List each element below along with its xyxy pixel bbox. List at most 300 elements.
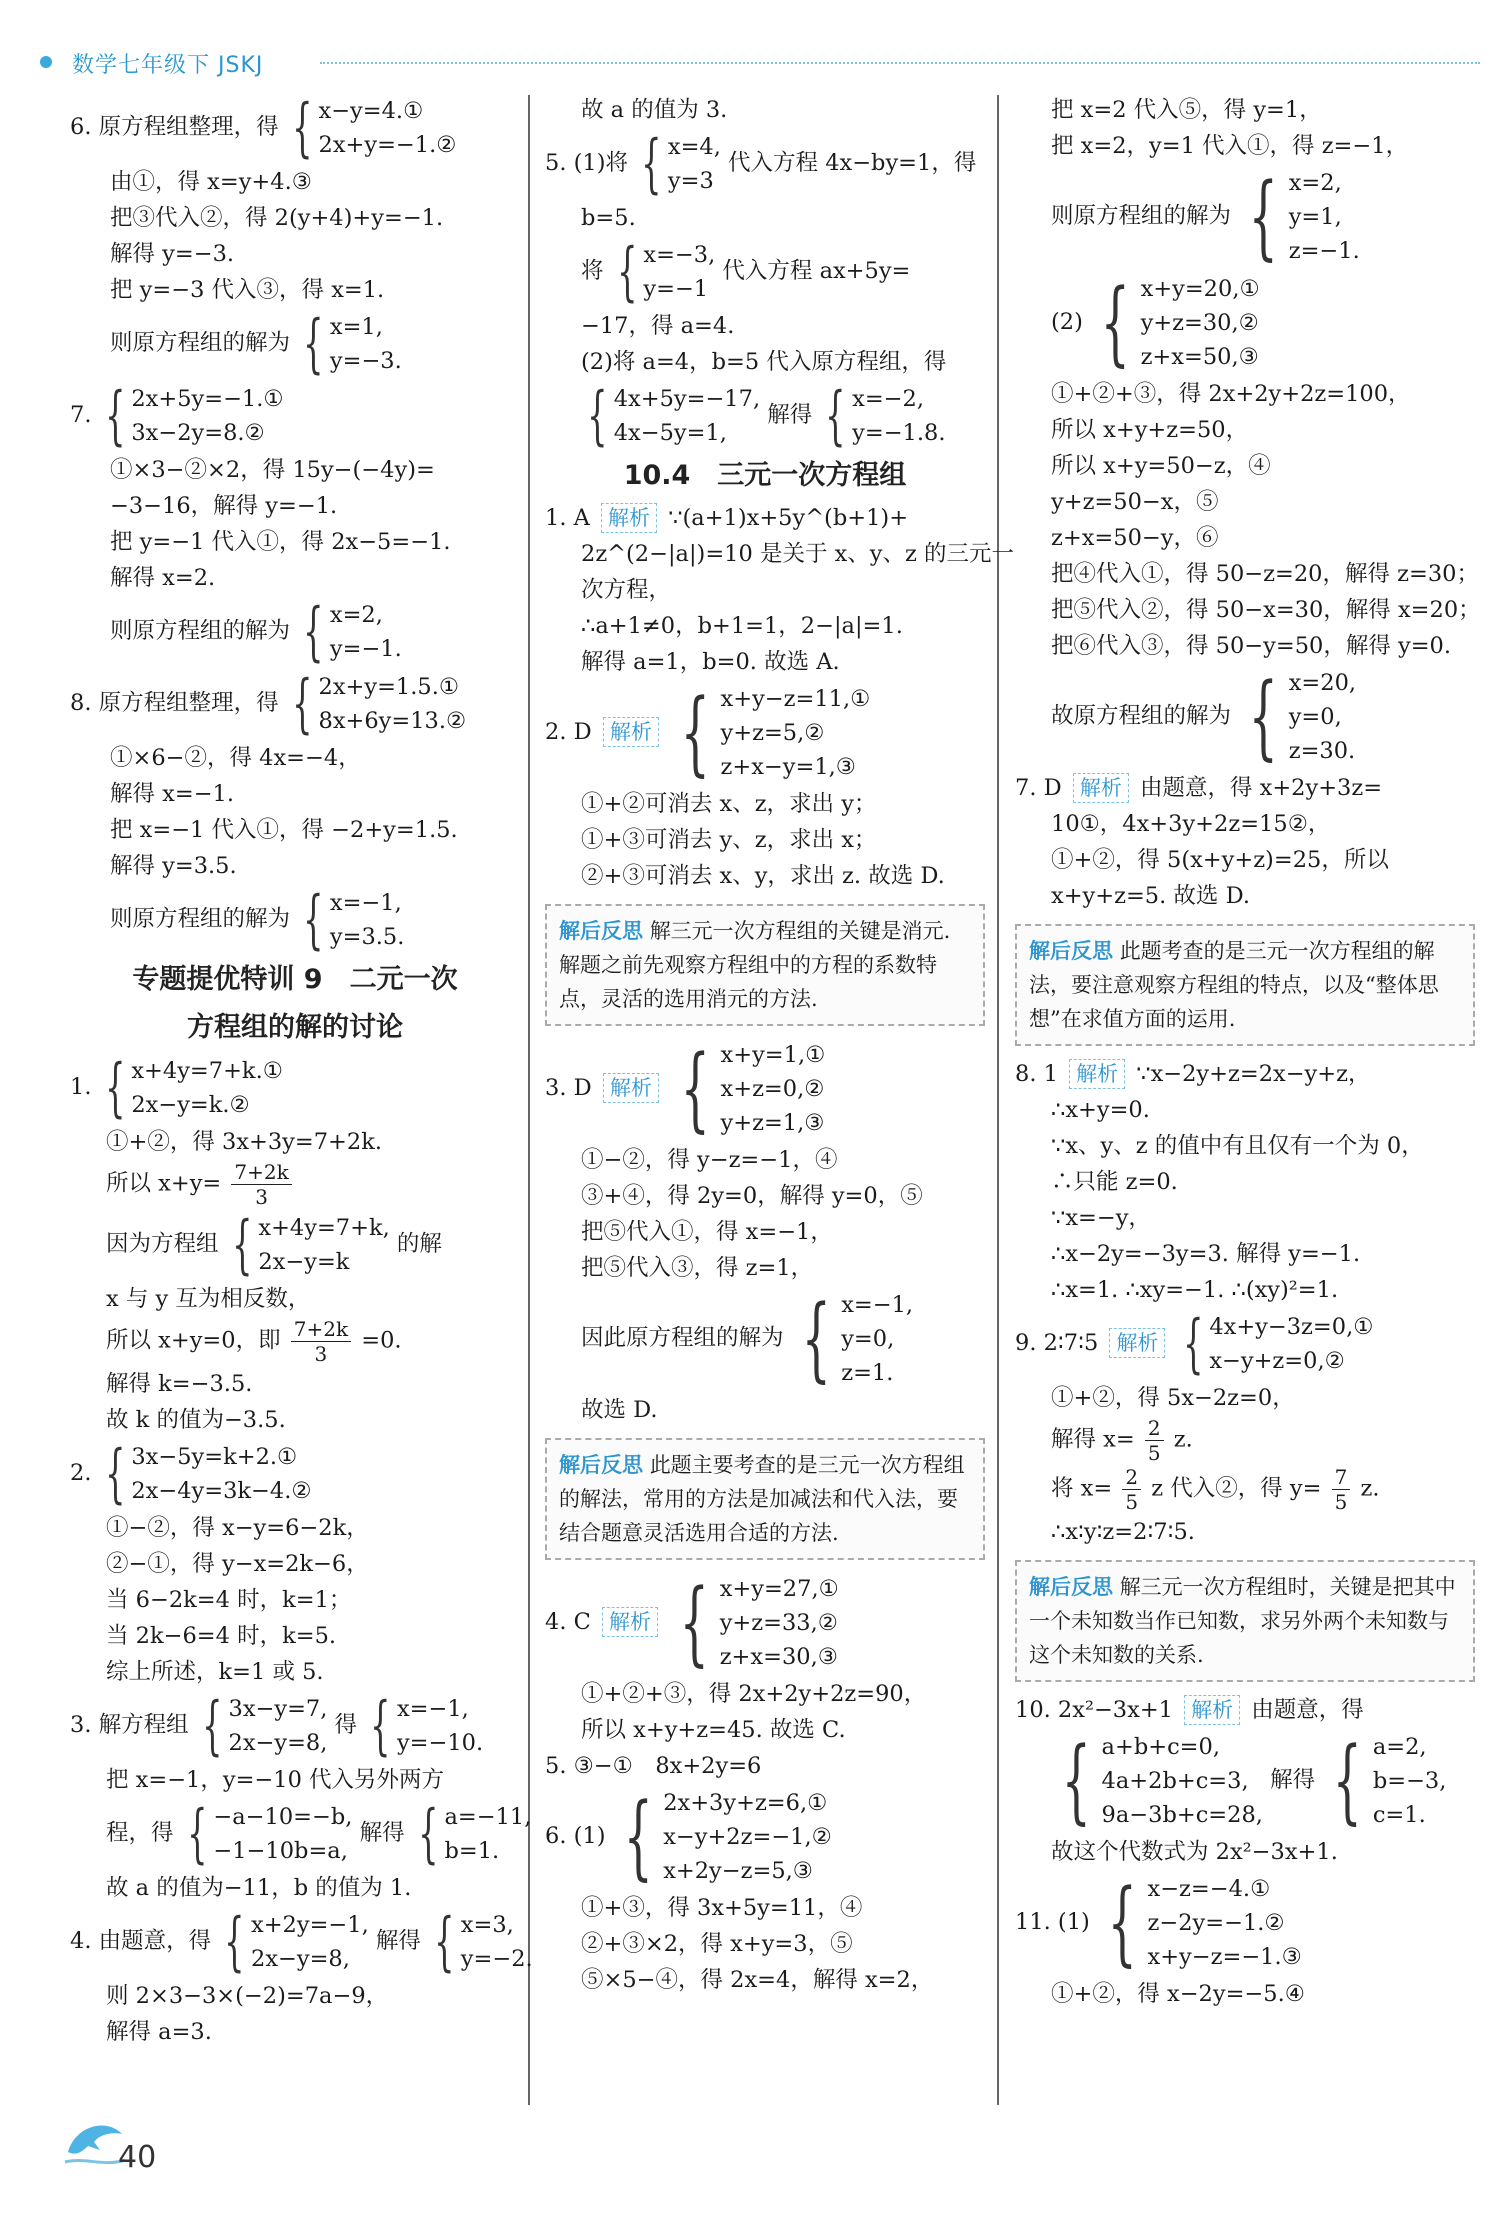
- text: 则原方程组的解为: [110, 906, 291, 932]
- reflection-box: [1015, 1560, 1475, 1682]
- text: 因为方程组: [106, 1231, 219, 1257]
- reflection-box: [1015, 924, 1475, 1046]
- solution-line: [1015, 664, 1475, 770]
- text-line: 把 x=2，y=1 代入①，得 z=−1，: [1051, 133, 1409, 159]
- equation: z=1.: [841, 1360, 894, 1386]
- equation-system: { 2x+y=1.5.① 8x+6y=13.②: [291, 667, 467, 741]
- text-line: 当 6−2k=4 时，k=1；: [106, 1587, 352, 1613]
- text: 8. 原方程组整理，得: [70, 690, 279, 716]
- problem-6: [70, 92, 520, 164]
- text-line: ①+②，得 3x+3y=7+2k.: [106, 1129, 383, 1155]
- text-line: 把 y=−3 代入③，得 x=1.: [110, 277, 385, 303]
- exercise-7: [1015, 770, 1475, 806]
- text-line: [1015, 1416, 1475, 1465]
- reflection-text: 此题主要考查的是三元一次方程组的解法，常用的方法是加减法和代入法，要结合题意灵活选用合适的方法.: [559, 1453, 965, 1545]
- text: 8. 1: [1015, 1061, 1058, 1087]
- text-line: ∵x=−y，: [1051, 1205, 1151, 1231]
- text: 代入方程 4x−by=1，得: [728, 150, 977, 176]
- section-heading: 10.4 三元一次方程组: [623, 460, 907, 491]
- equation: b=1.: [444, 1838, 500, 1864]
- equation: a+b+c=0,: [1101, 1734, 1220, 1760]
- exercise-11: [1015, 1870, 1475, 1976]
- equation: x=4,: [667, 134, 721, 160]
- equation: x=3,: [460, 1912, 514, 1938]
- text-line: 把 x=−1，y=−10 代入另外两方: [106, 1767, 445, 1793]
- equation: c=1.: [1372, 1802, 1426, 1828]
- text: 解得: [359, 1820, 405, 1846]
- equation-system: { 4x+y−3z=0,① x−y+z=0,②: [1182, 1307, 1374, 1381]
- text-line: 所以 x+y+z=50，: [1051, 417, 1249, 443]
- text: 6. (1): [545, 1823, 606, 1849]
- equation: y=1,: [1288, 204, 1342, 230]
- equation: y=−1.: [329, 636, 402, 662]
- reflection-tag: 解后反思: [1029, 939, 1113, 963]
- text-line: 把 y=−1 代入①，得 2x−5=−1.: [110, 529, 451, 555]
- text-line: 故 a 的值为−11，b 的值为 1.: [106, 1875, 412, 1901]
- text: z.: [1360, 1475, 1380, 1502]
- equation: x=2,: [1288, 170, 1342, 196]
- equation: 9a−3b+c=28,: [1101, 1802, 1263, 1828]
- equation: y=0,: [1288, 704, 1342, 730]
- text: z 代入②，得 y=: [1151, 1475, 1322, 1502]
- exercise-5: 5. ③−① 8x+2y=6: [545, 1753, 762, 1779]
- solution-system: { x=3, y=−2.: [434, 1905, 533, 1979]
- header-bullet-icon: [40, 56, 52, 68]
- text: 所以 x+y=0，即: [106, 1327, 281, 1354]
- text-line: 解得 x=−1.: [110, 781, 235, 807]
- equation-system: { x+y=20,① y+z=30,② z+x=50,③: [1100, 269, 1260, 376]
- text-line: 解得 y=−3.: [110, 241, 235, 267]
- equation: x−y+2z=−1,②: [663, 1824, 832, 1850]
- text-line: 2z^(2−|a|)=10 是关于 x、y、z 的三元一: [581, 541, 1015, 567]
- text-line: ①×6−②，得 4x=−4，: [110, 745, 361, 771]
- text-line: 10①，4x+3y+2z=15②，: [1051, 811, 1331, 837]
- equation: x+z=0,②: [720, 1076, 825, 1102]
- equation: x=−3,: [643, 242, 716, 268]
- denominator: 3: [255, 1185, 268, 1209]
- equation: x+2y−z=5,③: [663, 1858, 813, 1884]
- solution-line: [70, 596, 520, 668]
- fraction: [231, 1160, 291, 1209]
- text-line: 故选 D.: [581, 1397, 658, 1423]
- text-line: [70, 1209, 520, 1281]
- equation: 2x+y=1.5.①: [318, 674, 460, 700]
- section-heading: 专题提优特训 9 二元一次: [132, 964, 458, 995]
- text-line: ②−①，得 y−x=2k−6，: [106, 1551, 369, 1577]
- denominator: 5: [1334, 1490, 1348, 1514]
- reflection-box: [545, 904, 985, 1026]
- analysis-tag: 解析: [1109, 1328, 1165, 1358]
- text-line: [1015, 1465, 1475, 1514]
- text: 9. 2∶7∶5: [1015, 1330, 1099, 1356]
- equation: z+x=30,③: [719, 1644, 838, 1670]
- text-line: [1015, 1728, 1475, 1834]
- text-line: ∴a+1≠0，b+1=1，2−|a|=1.: [581, 613, 903, 639]
- equation: −1−10b=a,: [213, 1838, 348, 1864]
- exercise-2: [545, 680, 985, 786]
- text: 4. C: [545, 1609, 591, 1635]
- text-line: −3−16，解得 y=−1.: [110, 493, 338, 519]
- text: 代入方程 ax+5y=: [722, 258, 911, 284]
- equation: y=3.5.: [329, 924, 405, 950]
- text-line: 故 k 的值为−3.5.: [106, 1407, 286, 1433]
- equation-system: { −a−10=−b, −1−10b=a,: [186, 1797, 353, 1871]
- reflection-text: 解三元一次方程组时，关键是把其中一个未知数当作已知数，求另外两个未知数与这个未知数的关系.: [1029, 1575, 1456, 1667]
- text-line: ②+③×2，得 x+y=3，⑤: [581, 1931, 853, 1957]
- denominator: 5: [1147, 1441, 1161, 1465]
- equation: 3x−5y=k+2.①: [131, 1444, 298, 1470]
- equation-system: { 4x+5y=−17, 4x−5y=1,: [587, 379, 761, 453]
- problem-7: [70, 380, 520, 452]
- text: 所以 x+y=: [106, 1170, 222, 1197]
- text-line: ①−②，得 x−y=6−2k，: [106, 1515, 369, 1541]
- text: 3. 解方程组: [70, 1712, 189, 1738]
- equation: y=−1: [643, 276, 709, 302]
- text-line: 把 x=−1 代入①，得 −2+y=1.5.: [110, 817, 458, 843]
- question-2: [70, 1438, 520, 1510]
- equation: a=−11,: [444, 1804, 532, 1830]
- reflection-text: 解三元一次方程组的关键是消元. 解题之前先观察方程组中的方程的系数特点，灵活的选用消元的方法.: [559, 919, 951, 1011]
- equation: x+4y=7+k.①: [131, 1058, 283, 1084]
- equation-system: { 3x−y=7, 2x−y=8,: [201, 1689, 328, 1763]
- equation: y+z=30,②: [1140, 310, 1259, 336]
- exercise-1: [545, 500, 985, 536]
- equation: 2x+3y+z=6,①: [663, 1790, 828, 1816]
- equation: y+z=5,②: [720, 720, 825, 746]
- text: =0.: [361, 1327, 402, 1354]
- text: 10. 2x²−3x+1: [1015, 1697, 1173, 1723]
- equation: x=−1,: [396, 1696, 469, 1722]
- text-line: −17，得 a=4.: [581, 313, 735, 339]
- equation: −a−10=−b,: [213, 1804, 353, 1830]
- text-line: ∴x+y=0.: [1051, 1097, 1150, 1123]
- numerator: 7+2k: [291, 1317, 351, 1342]
- text-line: 则 2×3−3×(−2)=7a−9，: [106, 1983, 389, 2009]
- reflection-text: 此题考查的是三元一次方程组的解法，要注意观察方程组的特点，以及“整体思想”在求值方面的运用.: [1029, 939, 1439, 1031]
- text: 解得: [767, 402, 813, 428]
- text: 4. 由题意，得: [70, 1928, 212, 1954]
- numerator: 2: [1122, 1465, 1141, 1490]
- column-1: [70, 91, 533, 2050]
- text-line: 解得 x=2.: [110, 565, 216, 591]
- equation-system: { x=−3, y=−1: [616, 235, 716, 309]
- text: 因此原方程组的解为: [581, 1325, 784, 1351]
- question-4: [70, 1905, 533, 1979]
- text: 1.: [70, 1074, 92, 1100]
- equation: x=−2,: [852, 386, 925, 412]
- exercise-3: [545, 1036, 985, 1142]
- equation: y+z=33,②: [719, 1610, 838, 1636]
- text: 解得: [1270, 1767, 1316, 1793]
- equation: b=−3,: [1372, 1768, 1447, 1794]
- text-line: 把⑤代入①，得 x=−1，: [581, 1219, 833, 1245]
- text: 由题意，得: [1251, 1697, 1364, 1723]
- text-line: 把④代入①，得 50−z=20，解得 z=30；: [1051, 561, 1479, 587]
- text-line: ⑤×5−④，得 2x=4，解得 x=2，: [581, 1967, 934, 1993]
- text-line: [70, 1160, 520, 1209]
- text-line: 所以 x+y=50−z，④: [1051, 453, 1271, 479]
- equation: x=−1,: [841, 1292, 914, 1318]
- text: 得: [334, 1712, 358, 1738]
- text-line: ③+④，得 2y=0，解得 y=0，⑤: [581, 1183, 923, 1209]
- problem-8: [70, 668, 520, 740]
- text: 的解: [396, 1231, 442, 1257]
- equation-system: { x=4, y=3: [641, 127, 721, 201]
- equation: x+y=27,①: [719, 1576, 839, 1602]
- equation: z=−1.: [1288, 238, 1360, 264]
- equation: x=−1,: [329, 890, 402, 916]
- text: 6. 原方程组整理，得: [70, 114, 279, 140]
- equation: 2x−y=k: [258, 1249, 350, 1275]
- solution-line: [545, 1286, 985, 1392]
- text-line: ①+②，得 x−2y=−5.④: [1051, 1981, 1305, 2007]
- text-line: ②+③可消去 x、y，求出 z. 故选 D.: [581, 863, 945, 889]
- text-line: ∴x∶y∶z=2∶7∶5.: [1051, 1519, 1195, 1545]
- equation: x+y−z=−1.③: [1147, 1944, 1302, 1970]
- fraction: [1145, 1416, 1164, 1465]
- numerator: 2: [1145, 1416, 1164, 1441]
- equation-system: { 2x+5y=−1.① 3x−2y=8.②: [104, 379, 284, 453]
- text-line: 当 2k−6=4 时，k=5.: [106, 1623, 337, 1649]
- solution-system: { x=−1, y=3.5.: [303, 883, 405, 957]
- exercise-4: [545, 1570, 985, 1676]
- text-line: 把⑤代入②，得 50−x=30，解得 x=20；: [1051, 597, 1481, 623]
- denominator: 5: [1125, 1490, 1139, 1514]
- text: 程，得: [106, 1820, 174, 1846]
- text-line: 所以 x+y+z=45. 故选 C.: [581, 1717, 846, 1743]
- solution-system: { x=2, y=−1.: [303, 595, 402, 669]
- text: 由题意，得 x+2y+3z=: [1139, 775, 1383, 801]
- text: 将: [581, 258, 604, 284]
- text-line: 把 x=2 代入⑤，得 y=1，: [1051, 97, 1322, 123]
- solution-line: [70, 884, 520, 956]
- equation: 2x−4y=3k−4.②: [131, 1478, 312, 1504]
- equation: x−z=−4.①: [1147, 1876, 1271, 1902]
- text: 则原方程组的解为: [110, 330, 291, 356]
- text: 解得 x=: [1051, 1426, 1135, 1453]
- reflection-box: [545, 1438, 985, 1560]
- text: 解得: [375, 1928, 421, 1954]
- solution-system: { x=20, y=0, z=30.: [1248, 663, 1357, 770]
- equation: 2x+5y=−1.①: [131, 386, 284, 412]
- equation-system: { x+y−z=11,① y+z=5,② z+x−y=1,③: [680, 679, 871, 786]
- solution-system: { x=−2, y=−1.8.: [825, 379, 946, 453]
- text-line: y+z=50−x，⑤: [1051, 489, 1219, 515]
- text: 2.: [70, 1460, 92, 1486]
- equation: 4x+y−3z=0,①: [1209, 1314, 1374, 1340]
- fraction: [1122, 1465, 1141, 1514]
- equation: z+x=50,③: [1140, 344, 1259, 370]
- exercise-6: [545, 1784, 985, 1890]
- equation-system: { x+4y=7+k.① 2x−y=k.②: [104, 1051, 283, 1125]
- text: ∵x−2y+z=2x−y+z，: [1136, 1061, 1371, 1087]
- text-line: 把⑤代入③，得 z=1，: [581, 1255, 814, 1281]
- analysis-tag: 解析: [603, 1073, 659, 1103]
- equation: 4x−5y=1,: [613, 420, 727, 446]
- solution-system: { a=2, b=−3, c=1.: [1332, 1727, 1447, 1834]
- text-line: b=5.: [581, 205, 636, 231]
- text-line: ∴x=1. ∴xy=−1. ∴(xy)²=1.: [1051, 1277, 1339, 1303]
- equation: x+y−z=11,①: [720, 686, 871, 712]
- text: 则原方程组的解为: [1051, 203, 1232, 229]
- text-line: x 与 y 互为相反数，: [106, 1286, 311, 1312]
- equation: x=1,: [329, 314, 383, 340]
- text-line: [545, 236, 985, 308]
- solution-line: [70, 308, 520, 380]
- text-line: x+y+z=5. 故选 D.: [1051, 883, 1250, 909]
- text: 则原方程组的解为: [110, 618, 291, 644]
- numerator: 7: [1332, 1465, 1351, 1490]
- analysis-tag: 解析: [1073, 773, 1129, 803]
- equation: z+x−y=1,③: [720, 754, 856, 780]
- equation-system: { 2x+3y+z=6,① x−y+2z=−1,② x+2y−z=5,③: [623, 1783, 832, 1890]
- analysis-tag: 解析: [1069, 1059, 1125, 1089]
- column-3: [1015, 92, 1481, 2012]
- question-1: [70, 1052, 520, 1124]
- text-line: 次方程，: [581, 577, 672, 603]
- column-divider: [997, 95, 999, 2105]
- part-2: [1015, 270, 1475, 376]
- text-line: ①+②可消去 x、z，求出 y；: [581, 791, 877, 817]
- text-line: z+x=50−y，⑥: [1051, 525, 1219, 551]
- equation: y=3: [667, 168, 714, 194]
- section-heading: 方程组的解的讨论: [187, 1012, 403, 1043]
- solution-system: { x=1, y=−3.: [303, 307, 402, 381]
- equation: x+2y=−1,: [251, 1912, 369, 1938]
- solution-system: { x=−1, y=−10.: [370, 1689, 484, 1763]
- analysis-tag: 解析: [601, 503, 657, 533]
- analysis-tag: 解析: [603, 717, 659, 747]
- text-line: ①+②+③，得 2x+2y+2z=100，: [1051, 381, 1411, 407]
- text: z.: [1173, 1426, 1193, 1453]
- text-line: ∵x、y、z 的值中有且仅有一个为 0，: [1051, 1133, 1424, 1159]
- equation-system: { x+y=27,① y+z=33,② z+x=30,③: [679, 1569, 839, 1676]
- fraction: [1332, 1465, 1351, 1514]
- equation: x+4y=7+k,: [258, 1215, 390, 1241]
- reflection-tag: 解后反思: [1029, 1575, 1113, 1599]
- equation: x=2,: [329, 602, 383, 628]
- equation-system: { a+b+c=0, 4a+2b+c=3, 9a−3b+c=28,: [1061, 1727, 1263, 1834]
- text-line: ∴只能 z=0.: [1051, 1169, 1178, 1195]
- exercise-10: [1015, 1692, 1475, 1728]
- text-line: (2)将 a=4，b=5 代入原方程组，得: [581, 349, 947, 375]
- equation: 2x−y=8,: [228, 1730, 328, 1756]
- header-rule: [320, 62, 1480, 64]
- equation: 2x+y=−1.②: [318, 132, 457, 158]
- text-line: 综上所述，k=1 或 5.: [106, 1659, 324, 1685]
- text: 故原方程组的解为: [1051, 703, 1232, 729]
- text: 5. (1)将: [545, 150, 628, 176]
- header-title: 数学七年级下 JSKJ: [72, 53, 264, 78]
- equation: 2x−y=8,: [251, 1946, 350, 1972]
- text-line: ①×3−②×2，得 15y−(−4y)=: [110, 457, 435, 483]
- solution-line: [1015, 164, 1475, 270]
- text-line: ①+③可消去 y、z，求出 x；: [581, 827, 877, 853]
- exercise-9: [1015, 1308, 1475, 1380]
- equation: z=30.: [1288, 738, 1356, 764]
- equation: x=20,: [1288, 670, 1357, 696]
- text-line: ①−②，得 y−z=−1，④: [581, 1147, 838, 1173]
- equation: a=2,: [1372, 1734, 1427, 1760]
- text-line: 把③代入②，得 2(y+4)+y=−1.: [110, 205, 444, 231]
- text: 3. D: [545, 1075, 592, 1101]
- page-header: [0, 0, 1500, 78]
- solution-system: { a=−11, b=1.: [417, 1797, 532, 1871]
- denominator: 3: [314, 1342, 328, 1366]
- equation-system: { x+4y=7+k, 2x−y=k: [231, 1208, 390, 1282]
- equation-system: { x+y=1,① x+z=0,② y+z=1,③: [680, 1035, 826, 1142]
- equation: 3x−y=7,: [228, 1696, 328, 1722]
- analysis-tag: 解析: [602, 1607, 658, 1637]
- equation: 8x+6y=13.②: [318, 708, 467, 734]
- text-line: ①+②+③，得 2x+2y+2z=90，: [581, 1681, 927, 1707]
- numerator: 7+2k: [231, 1160, 291, 1185]
- fraction: [291, 1317, 351, 1366]
- text: 将 x=: [1051, 1475, 1113, 1502]
- question-5: [545, 128, 985, 200]
- text-line: 解得 a=1，b=0. 故选 A.: [581, 649, 840, 675]
- text: 7. D: [1015, 775, 1062, 801]
- equation: 4x+5y=−17,: [613, 386, 761, 412]
- equation: 3x−2y=8.②: [131, 420, 265, 446]
- text-line: ①+②，得 5(x+y+z)=25，所以: [1051, 847, 1389, 873]
- text-line: 把⑥代入③，得 50−y=50，解得 y=0.: [1051, 633, 1452, 659]
- equation: y=0,: [841, 1326, 895, 1352]
- equation-system: { x−z=−4.① z−2y=−1.② x+y−z=−1.③: [1107, 1869, 1302, 1976]
- text: 1. A: [545, 505, 590, 531]
- equation: x+y=1,①: [720, 1042, 826, 1068]
- text-line: 由①，得 x=y+4.③: [110, 169, 312, 195]
- equation: 4a+2b+c=3,: [1101, 1768, 1249, 1794]
- text-line: [70, 1797, 532, 1871]
- page-number: 40: [118, 2140, 157, 2175]
- equation: x−y=4.①: [318, 98, 424, 124]
- column-2: [545, 92, 1015, 1998]
- text-line: 解得 a=3.: [106, 2019, 212, 2045]
- equation-system: { 3x−5y=k+2.① 2x−4y=3k−4.②: [104, 1437, 312, 1511]
- text: (2): [1051, 309, 1083, 335]
- equation: x−y+z=0,②: [1209, 1348, 1345, 1374]
- text: ∵(a+1)x+5y^(b+1)+: [668, 505, 909, 531]
- text-line: 解得 y=3.5.: [110, 853, 237, 879]
- equation: y=−10.: [396, 1730, 484, 1756]
- exercise-8: [1015, 1056, 1475, 1092]
- question-3: [70, 1690, 520, 1762]
- text: 11. (1): [1015, 1909, 1090, 1935]
- text-line: 故 a 的值为 3.: [581, 97, 728, 123]
- text-line: ①+③，得 3x+5y=11，④: [581, 1895, 863, 1921]
- equation: y=−3.: [329, 348, 402, 374]
- analysis-tag: 解析: [1184, 1695, 1240, 1725]
- equation: x+y=20,①: [1140, 276, 1260, 302]
- equation-system: { x+2y=−1, 2x−y=8,: [224, 1905, 369, 1979]
- reflection-tag: 解后反思: [559, 919, 643, 943]
- text-line: [70, 1317, 520, 1366]
- text-line: ①+②，得 5x−2z=0，: [1051, 1385, 1295, 1411]
- text: 2. D: [545, 719, 592, 745]
- equation-system: { x−y=4.① 2x+y=−1.②: [291, 91, 457, 165]
- text: 7.: [70, 402, 92, 428]
- text-line: ∴x−2y=−3y=3. 解得 y=−1.: [1051, 1241, 1361, 1267]
- equation: y=−1.8.: [852, 420, 946, 446]
- text-line: 故这个代数式为 2x²−3x+1.: [1051, 1839, 1338, 1865]
- solution-system: { x=2, y=1, z=−1.: [1248, 163, 1360, 270]
- solution-system: { x=−1, y=0, z=1.: [801, 1285, 914, 1392]
- text-line: 解得 k=−3.5.: [106, 1371, 253, 1397]
- equation: y=−2.: [460, 1946, 533, 1972]
- reflection-tag: 解后反思: [559, 1453, 643, 1477]
- equation: y+z=1,③: [720, 1110, 825, 1136]
